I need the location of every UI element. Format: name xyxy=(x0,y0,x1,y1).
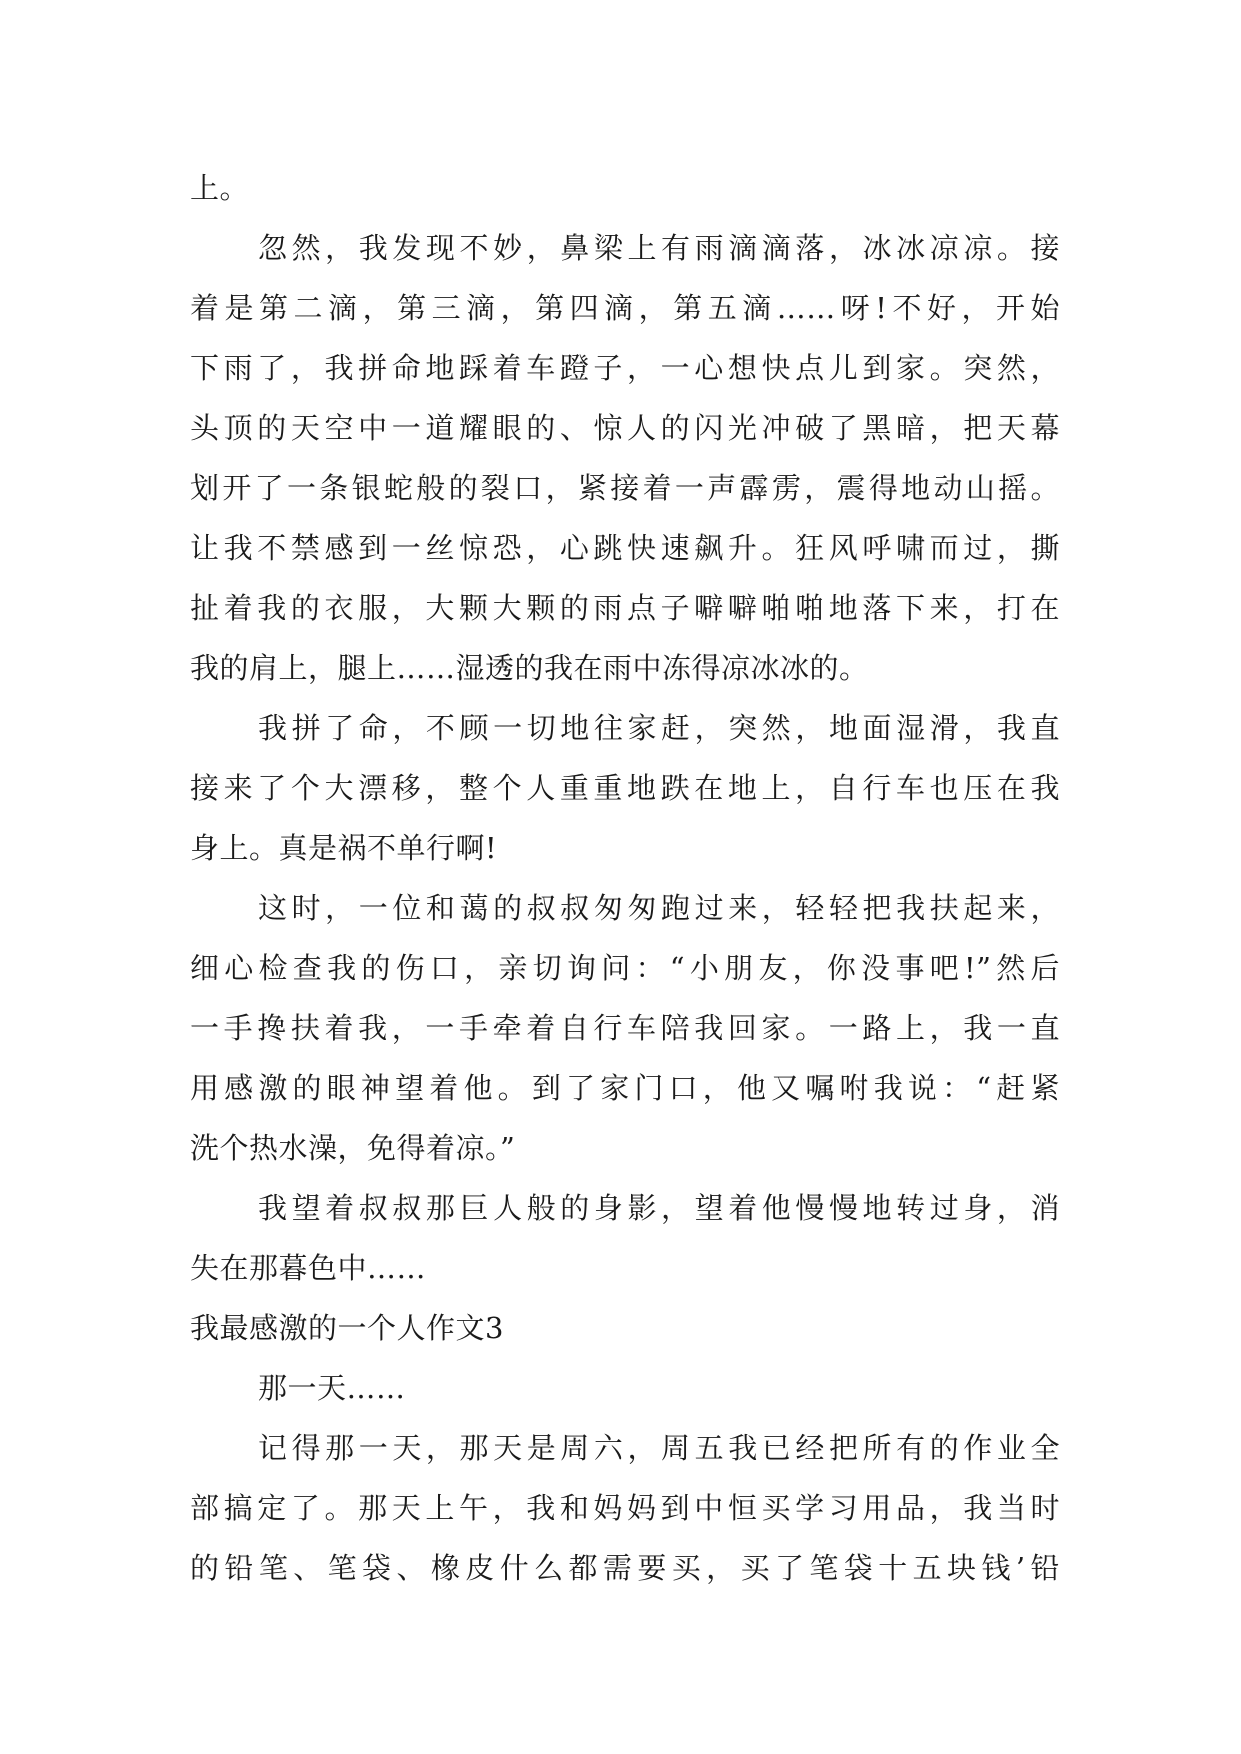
text-line: 上。 xyxy=(190,171,250,205)
text-line: 头顶的天空中一道耀眼的、惊人的闪光冲破了黑暗，把天幕 xyxy=(190,411,1060,445)
text-line: 部搞定了。那天上午，我和妈妈到中恒买学习用品，我当时 xyxy=(190,1491,1060,1525)
text-line: 忽然，我发现不妙，鼻梁上有雨滴滴落，冰冰凉凉。接 xyxy=(258,231,1060,265)
text-line: 记得那一天，那天是周六，周五我已经把所有的作业全 xyxy=(258,1431,1060,1465)
text-line: 我望着叔叔那巨人般的身影，望着他慢慢地转过身，消 xyxy=(258,1191,1060,1225)
text-line: 划开了一条银蛇般的裂口，紧接着一声霹雳，震得地动山摇。 xyxy=(190,471,1060,505)
text-line: 我的肩上，腿上……湿透的我在雨中冻得凉冰冰的。 xyxy=(190,651,869,685)
text-line: 用感激的眼神望着他。到了家门口，他又嘱咐我说：“赶紧 xyxy=(190,1071,1060,1105)
section-heading: 我最感激的一个人作文3 xyxy=(190,1311,504,1345)
text-line: 一手搀扶着我，一手牵着自行车陪我回家。一路上，我一直 xyxy=(190,1011,1060,1045)
text-line: 着是第二滴，第三滴，第四滴，第五滴……呀!不好，开始 xyxy=(190,291,1060,325)
document-page xyxy=(190,158,1060,1598)
text-line: 洗个热水澡，免得着凉。” xyxy=(190,1131,516,1165)
text-line: 那一天…… xyxy=(258,1371,406,1405)
text-line: 细心检查我的伤口，亲切询问：“小朋友，你没事吧!”然后 xyxy=(190,951,1060,985)
text-line: 扯着我的衣服，大颗大颗的雨点子噼噼啪啪地落下来，打在 xyxy=(190,591,1060,625)
text-line: 的铅笔、笔袋、橡皮什么都需要买，买了笔袋十五块钱’铅 xyxy=(190,1551,1060,1585)
text-line: 下雨了，我拼命地踩着车蹬子，一心想快点儿到家。突然， xyxy=(190,351,1060,385)
text-line: 这时，一位和蔼的叔叔匆匆跑过来，轻轻把我扶起来， xyxy=(258,891,1060,925)
text-line: 身上。真是祸不单行啊! xyxy=(190,831,498,865)
text-line: 我拼了命，不顾一切地往家赶，突然，地面湿滑，我直 xyxy=(258,711,1060,745)
text-line: 失在那暮色中…… xyxy=(190,1251,427,1285)
text-line: 让我不禁感到一丝惊恐，心跳快速飙升。狂风呼啸而过，撕 xyxy=(190,531,1060,565)
text-line: 接来了个大漂移，整个人重重地跌在地上，自行车也压在我 xyxy=(190,771,1060,805)
